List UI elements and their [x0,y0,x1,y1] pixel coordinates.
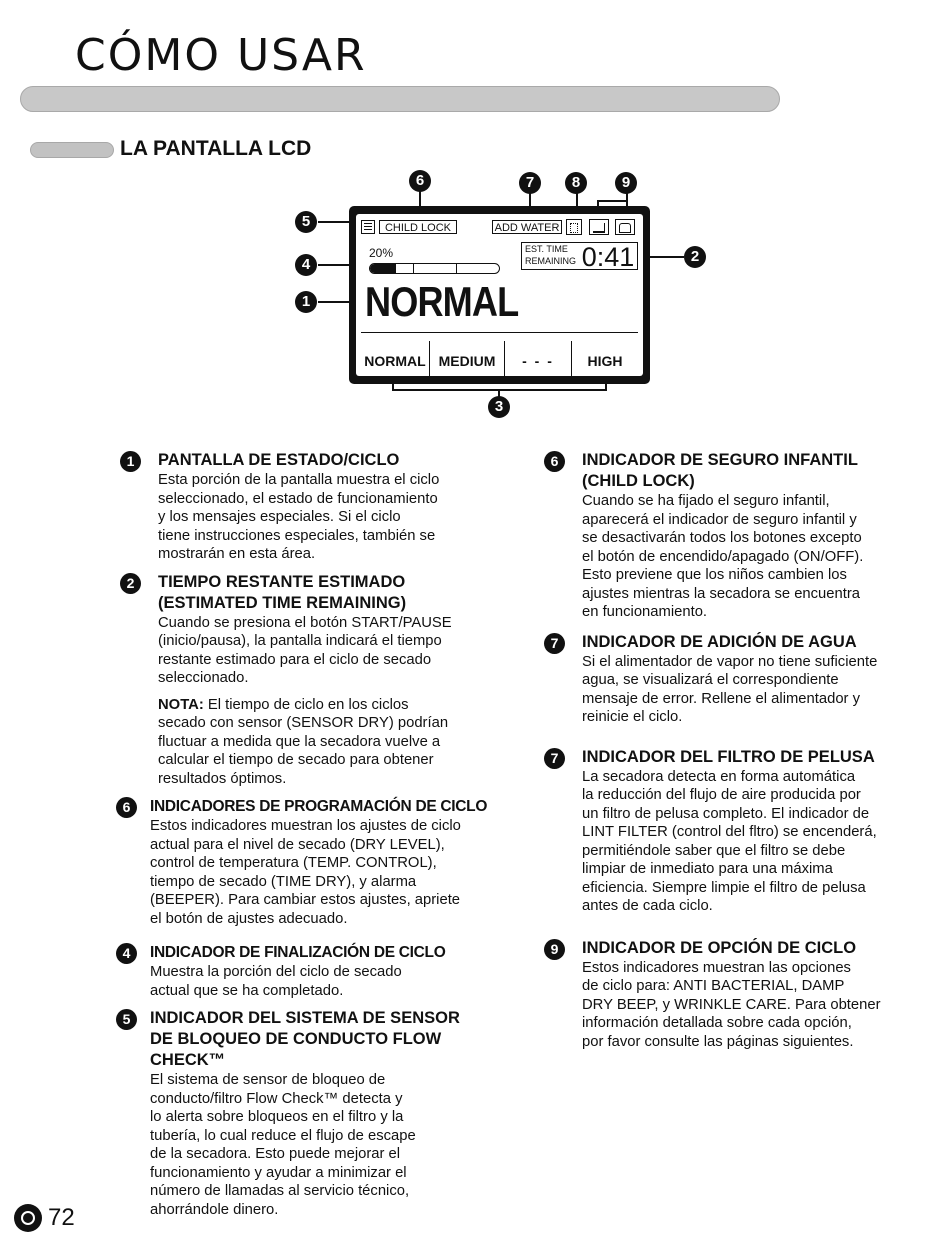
callout-6: 6 [409,170,431,192]
item-note [158,696,510,789]
callout-1: 1 [295,291,317,313]
setting-dry-level: NORMAL [364,353,426,369]
item-heading: TIEMPO RESTANTE ESTIMADO (ESTIMATED TIME REMAINING) [158,572,407,612]
item-number: 6 [116,797,137,818]
callout-4: 4 [295,254,317,276]
item-body: Estos indicadores muestran los ajustes de ciclo actual para el nivel de secado (DRY LEVEL), control de temperatura (TEMP. CONTROL), tiempo de secado (TIME DRY), y alarma (BEEPER). Para cambiar estos ajustes, apriete el botón de ajustes adecuado. [150,818,461,927]
section-heading: LA PANTALLA LCD [120,137,312,160]
item-body: Cuando se presiona el botón START/PAUSE (inicio/pausa), la pantalla indicará el tiempo restante estimado para el ciclo de secado seleccionado. [158,614,452,686]
item-heading: INDICADOR DE ADICIÓN DE AGUA [582,632,857,651]
item-number: 2 [120,573,141,594]
item-child-lock [544,450,929,622]
callout-9: 9 [615,172,637,194]
left-column [120,450,510,1227]
callout-3: 3 [488,396,510,418]
est-time-line1: EST. TIME [525,244,568,254]
item-heading: INDICADOR DE FINALIZACIÓN DE CICLO [150,944,446,961]
item-body: Estos indicadores muestran las opciones de ciclo para: ANTI BACTERIAL, DAMP DRY BEEP, y WRINKLE CARE. Para obtener información detallada sobre cada opción, por favor consulte las páginas siguientes. [582,959,881,1050]
item-heading: INDICADOR DEL FILTRO DE PELUSA [582,747,875,766]
item-number: 1 [120,451,141,472]
wrinkle-care-icon [615,219,635,235]
callout-8: 8 [565,172,587,194]
note-text: El tiempo de ciclo en los ciclos secado con sensor (SENSOR DRY) podrían fluctuar a medida que la secadora vuelve a calcular el tiempo de secado para obtener resultados óptimos. [158,696,449,787]
lg-logo-icon [14,1204,42,1232]
cycle-name: NORMAL [365,278,519,325]
item-heading: INDICADOR DE OPCIÓN DE CICLO [582,938,857,957]
item-heading: PANTALLA DE ESTADO/CICLO [158,451,400,469]
item-body: Esta porción de la pantalla muestra el ciclo seleccionado, el estado de funcionamiento y los mensajes especiales. Si el ciclo tiene instrucciones especiales, también se mostrarán en esta área. [158,472,440,562]
item-number: 4 [116,943,137,964]
section-marker-pill [30,142,114,158]
title-underline-bar [20,86,780,112]
time-remaining-value: 0:41 [579,242,638,270]
item-flow-check [116,1008,510,1219]
item-heading: INDICADORES DE PROGRAMACIÓN DE CICLO [150,798,488,815]
item-number: 5 [116,1009,137,1030]
damp-dry-beep-icon [589,219,609,235]
setting-beeper: HIGH [587,353,623,369]
lint-filter-icon [566,219,582,235]
add-water-indicator: ADD WATER [492,220,562,234]
item-number: 7 [544,633,565,654]
est-time-line2: REMAINING [525,256,577,266]
callout-5: 5 [295,211,317,233]
page-title: CÓMO USAR [75,30,367,81]
leader-line-9a [597,200,627,202]
item-lint-filter [544,747,929,916]
item-number: 9 [544,939,565,960]
item-body: Cuando se ha fijado el seguro infantil, aparecerá el indicador de seguro infantil y se desactivarán todos los botones excepto el botón de encendido/apagado (ON/OFF). Esto previene que los niños cambien los ajustes mientras la secadora se encuentra en funcionamiento. [582,493,864,620]
lcd-display [349,206,650,384]
item-body: Muestra la porción del ciclo de secado actual que se ha completado. [150,964,402,999]
child-lock-indicator: CHILD LOCK [379,220,457,234]
item-body: La secadora detecta en forma automática la reducción del flujo de aire producida por un filtro de pelusa completo. El indicador de LINT FILTER (control del fltro) se encenderá, permitiéndole saber que el filtro se debe limpiar de inmediato para una máxima eficiencia. Siempre limpie el filtro de pelusa antes de cada ciclo. [582,768,877,914]
item-cycle-completion [116,942,510,1000]
setting-time-dry: - - - [522,353,554,369]
item-estimated-time [120,572,510,789]
lcd-screen [356,214,643,376]
progress-label: 20% [369,246,394,260]
note-label: NOTA: [158,696,204,713]
item-add-water [544,632,929,727]
right-column [544,450,929,1059]
callout-7: 7 [519,172,541,194]
item-number: 6 [544,451,565,472]
est-time-label [521,242,579,270]
item-status-cycle-display [120,450,510,564]
item-cycle-settings [116,796,510,928]
flow-check-icon [361,220,375,234]
settings-divider [361,332,638,333]
setting-temp-control: MEDIUM [438,353,496,369]
page-number: 72 [48,1204,75,1231]
item-heading: INDICADOR DEL SISTEMA DE SENSOR DE BLOQUEO DE CONDUCTO FLOW CHECK™ [150,1009,460,1069]
item-body: El sistema de sensor de bloqueo de conducto/filtro Flow Check™ detecta y lo alerta sobre bloqueos en el filtro y la tubería, lo cual reduce el flujo de escape de la secadora. Esto puede mejorar el funcionamiento y ayudar a minimizar el número de llamadas al servicio técnico, ahorrándole dinero. [150,1072,416,1218]
item-number: 7 [544,748,565,769]
item-body: Si el alimentador de vapor no tiene suficiente agua, se visualizará el correspondiente mensaje de error. Rellene el alimentador y reinicie el ciclo. [582,653,878,725]
progress-fill [370,264,396,273]
item-heading: INDICADOR DE SEGURO INFANTIL (CHILD LOCK) [582,451,858,490]
cycle-progress-bar [369,263,500,274]
item-cycle-option [544,938,929,1052]
callout-2: 2 [684,246,706,268]
